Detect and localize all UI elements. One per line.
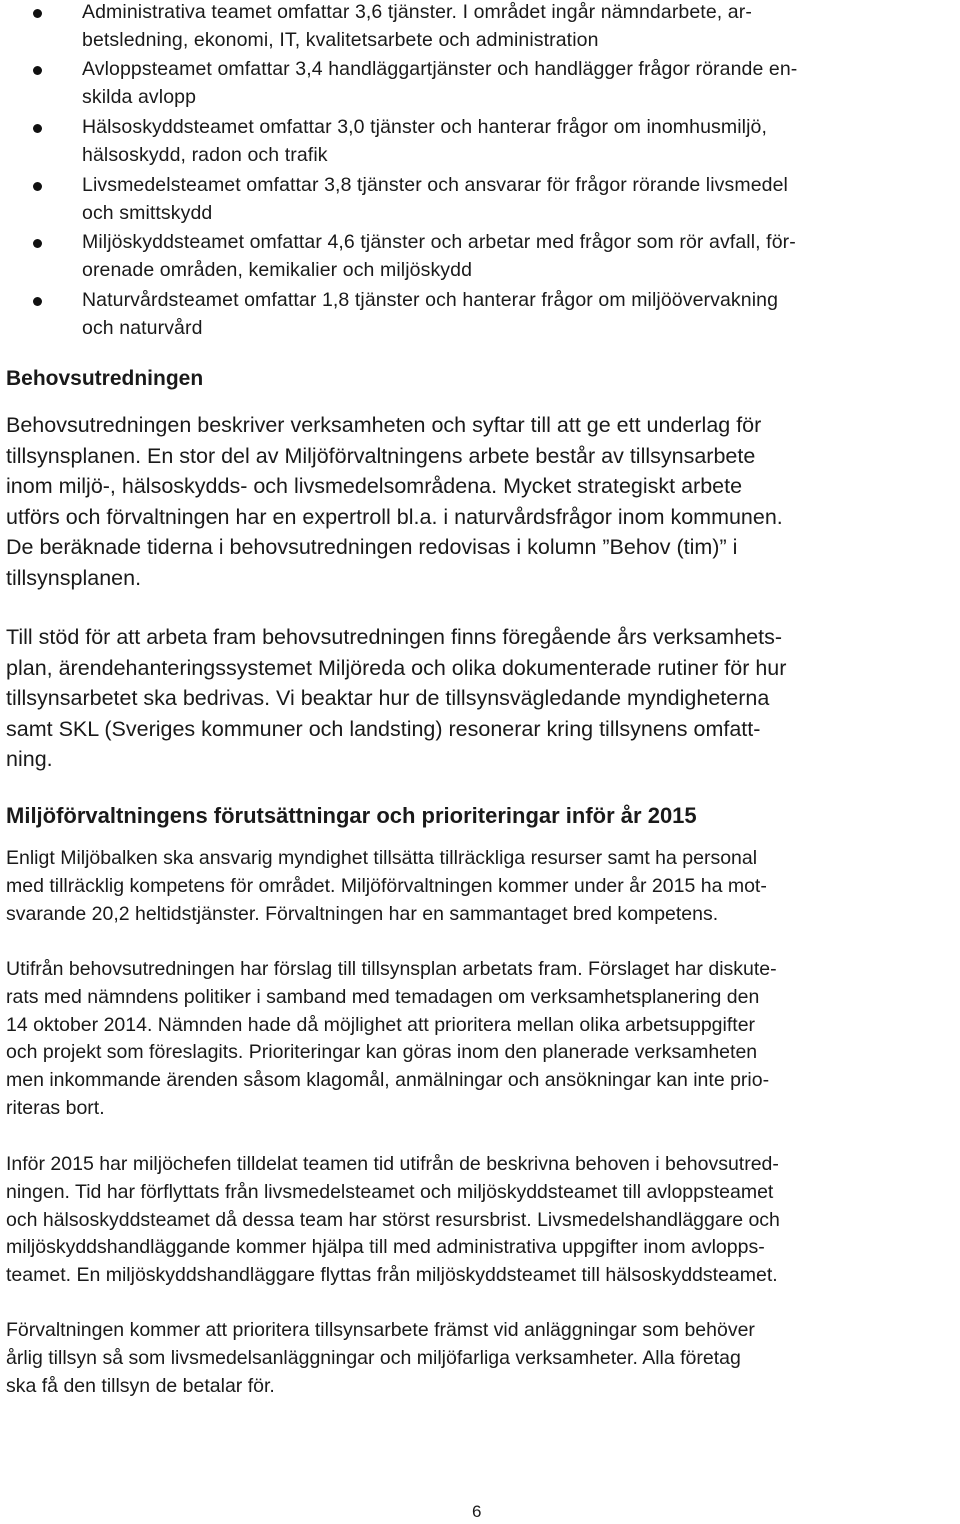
paragraph-line: och hälsoskyddsteamet då dessa team har störst resursbrist. Livsmedelshandläggare och <box>6 1208 780 1231</box>
paragraph-line: ska få den tillsyn de betalar för. <box>6 1374 275 1397</box>
paragraph-prio-4 <box>6 1317 755 1400</box>
paragraph-line: Förvaltningen kommer att prioritera tillsynsarbete främst vid anläggningar som behöver <box>6 1319 755 1341</box>
paragraph-line: men inkommande ärenden såsom klagomål, anmälningar och ansökningar kan inte prio- <box>6 1069 770 1092</box>
bullet-point-icon <box>33 239 42 248</box>
bullet-point-icon <box>33 297 42 306</box>
bullet-text-line: Avloppsteamet omfattar 3,4 handläggartjänster och handlägger frågor rörande en- <box>82 58 798 80</box>
bullet-text-line: Miljöskyddsteamet omfattar 4,6 tjänster och arbetar med frågor som rör avfall, för- <box>82 231 796 253</box>
section-heading-prioriteringar: Miljöförvaltningens förutsättningar och prioriteringar inför år 2015 <box>6 803 697 828</box>
bullet-text-line: Hälsoskyddsteamet omfattar 3,0 tjänster och hanterar frågor om inomhusmiljö, <box>82 116 767 138</box>
paragraph-line: tillsynsarbetet ska bedrivas. Vi beaktar hur de tillsynsvägledande myndigheterna <box>6 686 770 710</box>
bullet-text-line: Naturvårdsteamet omfattar 1,8 tjänster och hanterar frågor om miljöövervakning <box>82 289 779 311</box>
bullet-text-line: och smittskydd <box>82 202 213 224</box>
paragraph-line: med tillräcklig kompetens för området. Miljöförvaltningen kommer under år 2015 ha mot- <box>6 874 767 897</box>
paragraph-line: Enligt Miljöbalken ska ansvarig myndighet tillsätta tillräckliga resurser samt ha personal <box>6 847 758 869</box>
bullet-text-line: och naturvård <box>82 317 203 339</box>
paragraph-line: och projekt som föreslagits. Prioriteringar kan göras inom den planerade verksamheten <box>6 1041 758 1064</box>
paragraph-line: tillsynsplanen. <box>6 565 142 590</box>
paragraph-line: plan, ärendehanteringssystemet Miljöreda och olika dokumenterade rutiner för hur <box>6 655 787 680</box>
paragraph-prio-3 <box>6 1151 780 1290</box>
paragraph-prio-1 <box>6 845 767 928</box>
paragraph-behov-2 <box>6 622 786 775</box>
paragraph-line: Till stöd för att arbeta fram behovsutredningen finns föregående års verksamhets- <box>6 625 782 649</box>
bullet-text-line: hälsoskydd, radon och trafik <box>82 144 328 166</box>
bullet-text-line: orenade områden, kemikalier och miljöskydd <box>82 259 473 281</box>
paragraph-line: Utifrån behovsutredningen har förslag till tillsynsplan arbetats fram. Förslaget har diskute- <box>6 958 777 980</box>
paragraph-line: teamet. En miljöskyddshandläggare flyttas från miljöskyddsteamet till hälsoskyddsteamet. <box>6 1264 778 1287</box>
section-heading-behovsutredningen: Behovsutredningen <box>6 367 204 390</box>
paragraph-line: ningen. Tid har förflyttats från livsmedelsteamet och miljöskyddsteamet till avloppsteamet <box>6 1180 774 1203</box>
paragraph-line: samt SKL (Sveriges kommuner och landsting) resonerar kring tillsynens omfatt- <box>6 716 761 741</box>
bullet-point-icon <box>33 124 42 133</box>
paragraph-line: utförs och förvaltningen har en expertroll bl.a. i naturvårdsfrågor inom kommunen. <box>6 504 783 529</box>
bullet-point-icon <box>33 66 42 75</box>
bullet-text-line: betsledning, ekonomi, IT, kvalitetsarbete och administration <box>82 29 599 51</box>
paragraph-line: tillsynsplanen. En stor del av Miljöförvaltningens arbete består av tillsynsarbete <box>6 443 756 468</box>
paragraph-behov-1 <box>6 410 783 593</box>
bullet-text-line: skilda avlopp <box>82 86 197 108</box>
bullet-text-line: Livsmedelsteamet omfattar 3,8 tjänster och ansvarar för frågor rörande livsmedel <box>82 174 788 196</box>
paragraph-line: ning. <box>6 747 53 771</box>
bullet-text-line: Administrativa teamet omfattar 3,6 tjänster. I området ingår nämndarbete, ar- <box>82 1 752 23</box>
bullet-point-icon <box>33 9 42 18</box>
paragraph-line: årlig tillsyn så som livsmedelsanläggningar och miljöfarliga verksamheter. Alla företag <box>6 1346 741 1369</box>
paragraph-line: 14 oktober 2014. Nämnden hade då möjlighet att prioritera mellan olika arbetsuppgifter <box>6 1013 756 1036</box>
paragraph-line: miljöskyddshandläggande kommer hjälpa till med administrativa uppgifter inom avlopps- <box>6 1236 765 1259</box>
paragraph-line: rats med nämndens politiker i samband med temadagen om verksamhetsplanering den <box>6 985 760 1008</box>
paragraph-line: Inför 2015 har miljöchefen tilldelat teamen tid utifrån de beskrivna behoven i behovsutred- <box>6 1153 779 1175</box>
paragraph-prio-2 <box>6 956 777 1123</box>
paragraph-line: riteras bort. <box>6 1096 105 1119</box>
paragraph-line: svarande 20,2 heltidstjänster. Förvaltningen har en sammantaget bred kompetens. <box>6 902 719 925</box>
paragraph-line: Behovsutredningen beskriver verksamheten och syftar till att ge ett underlag för <box>6 413 762 437</box>
bullet-point-icon <box>33 182 42 191</box>
paragraph-line: inom miljö-, hälsoskydds- och livsmedelsområdena. Mycket strategiskt arbete <box>6 474 743 498</box>
page-number: 6 <box>472 1502 482 1521</box>
paragraph-line: De beräknade tiderna i behovsutredningen redovisas i kolumn ”Behov (tim)” i <box>6 535 738 559</box>
